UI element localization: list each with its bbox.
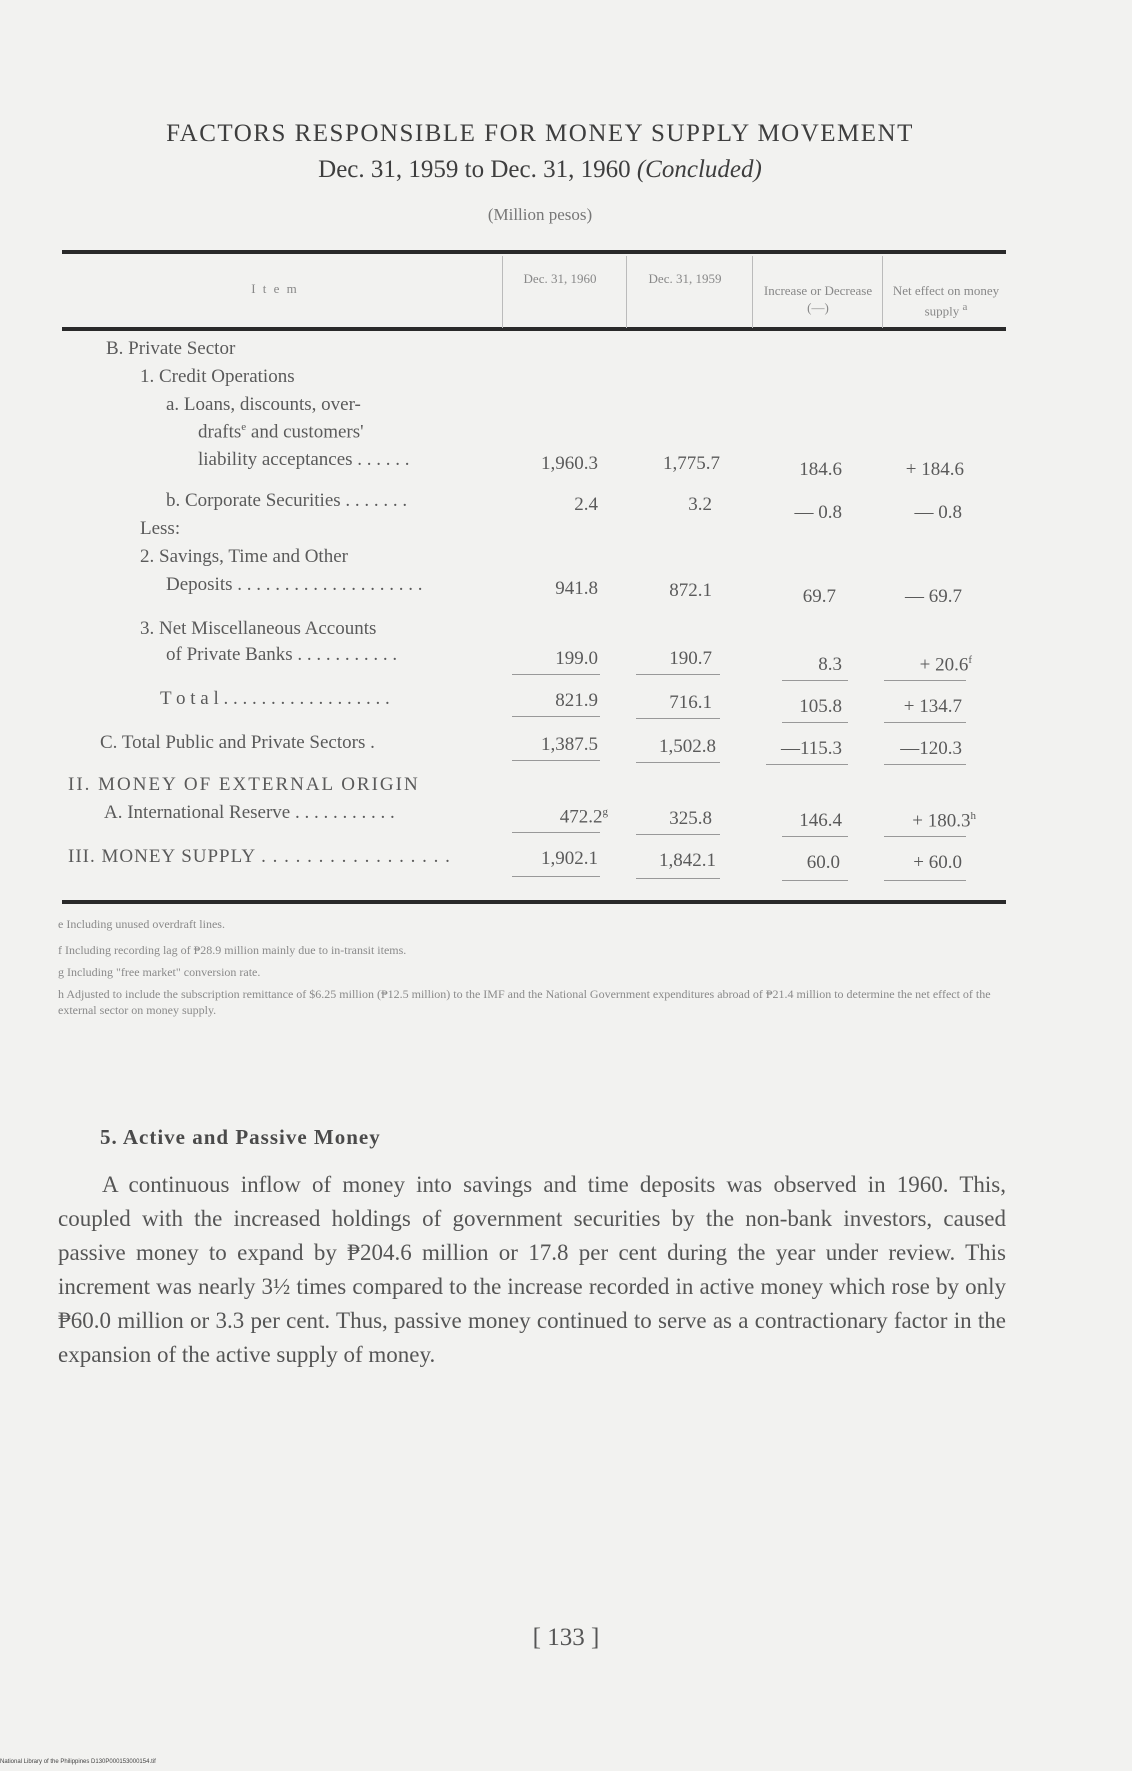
- unit-label: (Million pesos): [487, 205, 593, 224]
- cell-misc-net-value: + 20.6: [919, 654, 969, 676]
- underline-total-1959: [636, 718, 720, 719]
- underline-c-net: [884, 764, 966, 765]
- header-item: I t e m: [251, 281, 299, 296]
- table-header-rule: [62, 327, 1006, 331]
- cell-total-change: 105.8: [799, 696, 842, 717]
- header-divider: [626, 256, 627, 328]
- cell-intl-net-value: + 180.3: [912, 810, 971, 832]
- row-loans-line1: a. Loans, discounts, over-: [166, 394, 361, 415]
- cell-savings-change: 69.7: [802, 586, 836, 607]
- underline-intl-change: [782, 836, 848, 837]
- cell-corp-net: — 0.8: [914, 502, 962, 523]
- cell-total-net: + 134.7: [903, 696, 962, 717]
- cell-supply-1960: 1,902.1: [541, 848, 598, 869]
- row-c-total-sectors: C. Total Public and Private Sectors .: [100, 732, 375, 753]
- underline-misc-1959: [636, 674, 720, 675]
- row-private-sector: B. Private Sector: [106, 338, 236, 359]
- table-top-rule: [62, 250, 1006, 254]
- cell-total-1959: 716.1: [669, 692, 712, 713]
- cell-intl-1960: [510, 806, 608, 828]
- cell-intl-net-note: h: [970, 810, 976, 822]
- header-dec-1960: Dec. 31, 1960: [523, 271, 597, 286]
- row-loans-acceptances: and customers': [250, 421, 364, 443]
- row-loans-line3: liability acceptances . . . . . .: [198, 449, 410, 470]
- row-loans-drafts: drafts: [198, 421, 242, 443]
- row-less: Less:: [140, 518, 181, 539]
- cell-loans-1960: 1,960.3: [541, 453, 598, 474]
- row-money-supply: III. MONEY SUPPLY . . . . . . . . . . . . . . . . .: [68, 846, 451, 867]
- row-corporate-securities: b. Corporate Securities . . . . . . .: [166, 490, 408, 511]
- row-misc-line1: 3. Net Miscellaneous Accounts: [140, 618, 377, 639]
- cell-supply-1959: 1,842.1: [659, 850, 716, 871]
- cell-savings-1960: 941.8: [555, 578, 598, 599]
- header-net-effect-text: Net effect on money supply: [892, 283, 1000, 319]
- cell-corp-1960: 2.4: [574, 494, 598, 515]
- footnote-e: e Including unused overdraft lines.: [58, 917, 225, 931]
- footnote-g: g Including "free market" conversion rate.: [58, 965, 261, 979]
- underline-misc-1960: [512, 674, 600, 675]
- header-net-effect: [886, 282, 1006, 319]
- cell-intl-1960-value: 472.2: [559, 806, 603, 828]
- cell-supply-change: 60.0: [806, 852, 840, 873]
- underline-total-1960: [512, 716, 600, 717]
- page-number: [ 133 ]: [532, 1624, 600, 1651]
- cell-corp-change: — 0.8: [794, 502, 842, 523]
- footnote-h: h Adjusted to include the subscription remittance of $6.25 million (₱12.5 million) to the IMF and the National Government expenditures abroad of ₱21.4 million to determine the net effect of the external sector on money supply.: [58, 987, 991, 1017]
- underline-supply-1960: [512, 876, 600, 877]
- underline-c-1960: [512, 760, 600, 761]
- underline-intl-net: [884, 836, 966, 837]
- cell-misc-net: [880, 654, 972, 676]
- cell-intl-1960-note: g: [602, 806, 608, 818]
- library-credit: National Library of the Philippines D130P000153000154.tif: [0, 1759, 156, 1765]
- underline-supply-change: [782, 880, 848, 881]
- underline-supply-1959: [636, 878, 720, 879]
- row-savings-line1: 2. Savings, Time and Other: [140, 546, 348, 567]
- cell-c-net: —120.3: [900, 738, 962, 759]
- underline-intl-1959: [636, 834, 720, 835]
- underline-intl-1960: [512, 832, 600, 833]
- body-paragraph: A continuous inflow of money into savings and time deposits was observed in 1960. This, coupled with the increased holdings of government securities by the non-bank investors, caused passive money to expand by ₱204.6 million or 17.8 per cent during the year under review. This increment was nearly 3½ times compared to the increase recorded in active money which rose by only ₱60.0 million or 3.3 per cent. Thus, passive money continued to serve as a contractionary factor in the expansion of the active supply of money.: [58, 1172, 1006, 1367]
- cell-c-change: —115.3: [780, 738, 842, 759]
- underline-c-change: [766, 764, 848, 765]
- header-divider: [752, 256, 753, 328]
- underline-total-net: [884, 722, 966, 723]
- cell-intl-change: 146.4: [799, 810, 842, 831]
- header-net-effect-note: a: [962, 301, 968, 313]
- cell-misc-change: 8.3: [818, 654, 842, 675]
- row-savings-line2: Deposits . . . . . . . . . . . . . . . . . . . .: [166, 574, 423, 595]
- underline-misc-change: [782, 680, 848, 681]
- row-international-reserve: A. International Reserve . . . . . . . . . . .: [104, 802, 395, 823]
- header-divider: [502, 256, 503, 328]
- cell-corp-1959: 3.2: [688, 494, 712, 515]
- underline-total-change: [782, 722, 848, 723]
- underline-misc-net: [884, 680, 966, 681]
- cell-c-1960: 1,387.5: [541, 734, 598, 755]
- header-increase: Increase or Decrease (—): [763, 283, 873, 315]
- cell-intl-1959: 325.8: [669, 808, 712, 829]
- row-loans-note: e: [241, 421, 247, 433]
- cell-loans-net: + 184.6: [905, 459, 964, 480]
- section-heading: 5. Active and Passive Money: [100, 1125, 381, 1149]
- cell-misc-net-note: f: [968, 654, 972, 666]
- underline-c-1959: [636, 762, 720, 763]
- header-divider: [882, 256, 883, 328]
- cell-c-1959: 1,502.8: [659, 736, 716, 757]
- cell-misc-1960: 199.0: [555, 648, 598, 669]
- cell-total-1960: 821.9: [555, 690, 598, 711]
- document-title: FACTORS RESPONSIBLE FOR MONEY SUPPLY MOVEMENT: [166, 120, 914, 147]
- cell-supply-net: + 60.0: [913, 852, 962, 873]
- subtitle-concluded: (Concluded): [636, 156, 762, 183]
- row-total: T o t a l . . . . . . . . . . . . . . . . . .: [160, 688, 390, 709]
- table-bottom-rule: [62, 900, 1006, 904]
- row-misc-line2: of Private Banks . . . . . . . . . . .: [166, 644, 398, 665]
- cell-intl-net: [880, 810, 976, 832]
- underline-supply-net: [884, 880, 966, 881]
- subtitle-dates: Dec. 31, 1959 to Dec. 31, 1960: [318, 156, 631, 183]
- row-money-external-origin: II. MONEY OF EXTERNAL ORIGIN: [68, 774, 420, 795]
- cell-savings-1959: 872.1: [669, 580, 712, 601]
- row-loans-line2: [198, 421, 364, 443]
- cell-misc-1959: 190.7: [669, 648, 712, 669]
- row-credit-operations: 1. Credit Operations: [140, 366, 295, 387]
- document-subtitle: [100, 156, 980, 184]
- footnote-f: f Including recording lag of ₱28.9 million mainly due to in-transit items.: [58, 943, 407, 957]
- cell-savings-net: — 69.7: [905, 586, 962, 607]
- header-dec-1959: Dec. 31, 1959: [648, 271, 722, 286]
- cell-loans-change: 184.6: [799, 459, 842, 480]
- cell-loans-1959: 1,775.7: [663, 453, 720, 474]
